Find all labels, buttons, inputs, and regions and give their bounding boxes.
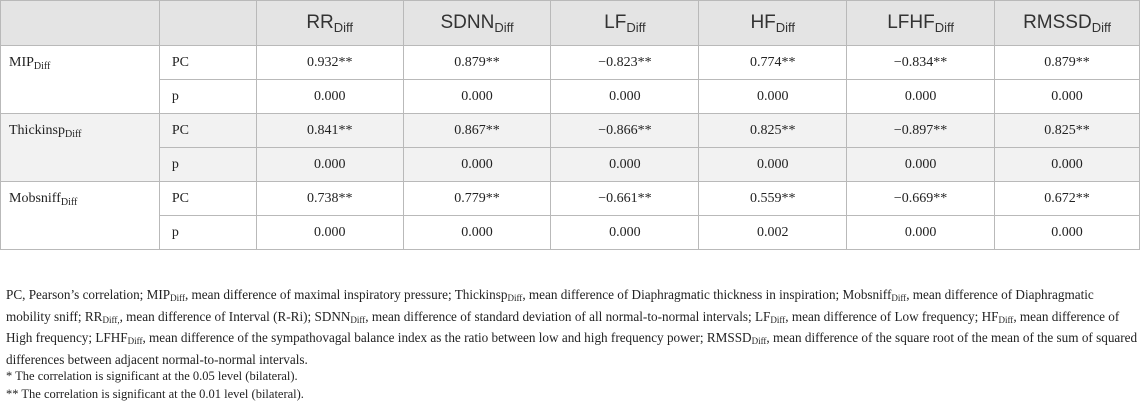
cell-hf: 0.002 (699, 216, 847, 250)
cell-sdnn: 0.000 (403, 148, 551, 182)
cell-rr: 0.000 (256, 148, 403, 182)
row-group-label: $MIP_{Diff}$ (1, 46, 160, 114)
cell-lfhf: −0.897** (847, 114, 995, 148)
cell-lf: −0.823** (551, 46, 699, 80)
stat-label: p (159, 80, 256, 114)
row-group-label: Thickinsp$_{Diff}$ (1, 114, 160, 182)
header-blank (1, 1, 160, 46)
column-header-hf: $HF_{Diff}$ (699, 1, 847, 46)
stat-label: p (159, 216, 256, 250)
footnote-significance-001: ** The correlation is significant at the 0.01 level (bilateral). (6, 386, 304, 401)
cell-rr: 0.841** (256, 114, 403, 148)
header-row (1, 1, 1140, 46)
cell-sdnn: 0.000 (403, 80, 551, 114)
cell-lfhf: −0.669** (847, 182, 995, 216)
cell-rmssd: 0.672** (995, 182, 1140, 216)
row-group-label: Mobsniff$_{Diff}$ (1, 182, 160, 250)
cell-lfhf: 0.000 (847, 148, 995, 182)
cell-sdnn: 0.867** (403, 114, 551, 148)
cell-sdnn: 0.779** (403, 182, 551, 216)
table-row (1, 216, 1140, 250)
cell-rr: 0.932** (256, 46, 403, 80)
stat-label: PC (159, 46, 256, 80)
header-blank (159, 1, 256, 46)
table-row (1, 46, 1140, 80)
column-header-rmssd: $RMSSD_{Diff}$ (995, 1, 1140, 46)
cell-hf: 0.000 (699, 148, 847, 182)
column-header-rr: $RR_{Diff}$ (256, 1, 403, 46)
table-notes (6, 286, 1140, 403)
cell-lf: 0.000 (551, 80, 699, 114)
cell-hf: 0.825** (699, 114, 847, 148)
cell-sdnn: 0.000 (403, 216, 551, 250)
cell-lf: −0.661** (551, 182, 699, 216)
cell-lf: −0.866** (551, 114, 699, 148)
cell-rr: 0.738** (256, 182, 403, 216)
stat-label: PC (159, 182, 256, 216)
cell-hf: 0.000 (699, 80, 847, 114)
table-row (1, 148, 1140, 182)
cell-rr: 0.000 (256, 80, 403, 114)
cell-lfhf: −0.834** (847, 46, 995, 80)
cell-sdnn: 0.879** (403, 46, 551, 80)
stat-label: PC (159, 114, 256, 148)
table-row (1, 114, 1140, 148)
cell-rr: 0.000 (256, 216, 403, 250)
table-row (1, 80, 1140, 114)
column-header-lf: $LF_{Diff}$ (551, 1, 699, 46)
table-row (1, 182, 1140, 216)
stat-label: p (159, 148, 256, 182)
cell-hf: 0.774** (699, 46, 847, 80)
footnote-significance-005: * The correlation is significant at the 0.05 level (bilateral). (6, 369, 298, 383)
column-header-lfhf: $LFHF_{Diff}$ (847, 1, 995, 46)
abbreviation-note: PC, Pearson’s correlation; $MIP_{Diff}$, mean difference of maximal inspiratory pressure; Thickinsp$_{Diff}$, mean difference of Diaphragmatic thickness in inspiration; Mobsniff$_{Diff}$, mean difference of Diaphragmatic mobility sniff; $RR_{Diff,}$, mean difference of Interval (R-Ri); $SDNN_{Diff}$, mean difference of standard deviation of all normal-to-normal intervals; $LF_{Diff}$, mean difference of Low frequency; $HF_{Diff}$, mean difference of High frequency; $LFHF_{Diff}$, mean difference of the sympathovagal balance index as the ratio between low and high frequency power; $RMSSD_{Diff}$, mean difference of the square root of the mean of the sum of squared differences between adjacent normal-to-normal intervals. (6, 287, 1138, 367)
cell-rmssd: 0.825** (995, 114, 1140, 148)
cell-lf: 0.000 (551, 148, 699, 182)
cell-rmssd: 0.879** (995, 46, 1140, 80)
cell-lfhf: 0.000 (847, 216, 995, 250)
cell-lfhf: 0.000 (847, 80, 995, 114)
cell-rmssd: 0.000 (995, 80, 1140, 114)
column-header-sdnn: $SDNN_{Diff}$ (403, 1, 551, 46)
cell-hf: 0.559** (699, 182, 847, 216)
cell-rmssd: 0.000 (995, 148, 1140, 182)
cell-lf: 0.000 (551, 216, 699, 250)
cell-rmssd: 0.000 (995, 216, 1140, 250)
